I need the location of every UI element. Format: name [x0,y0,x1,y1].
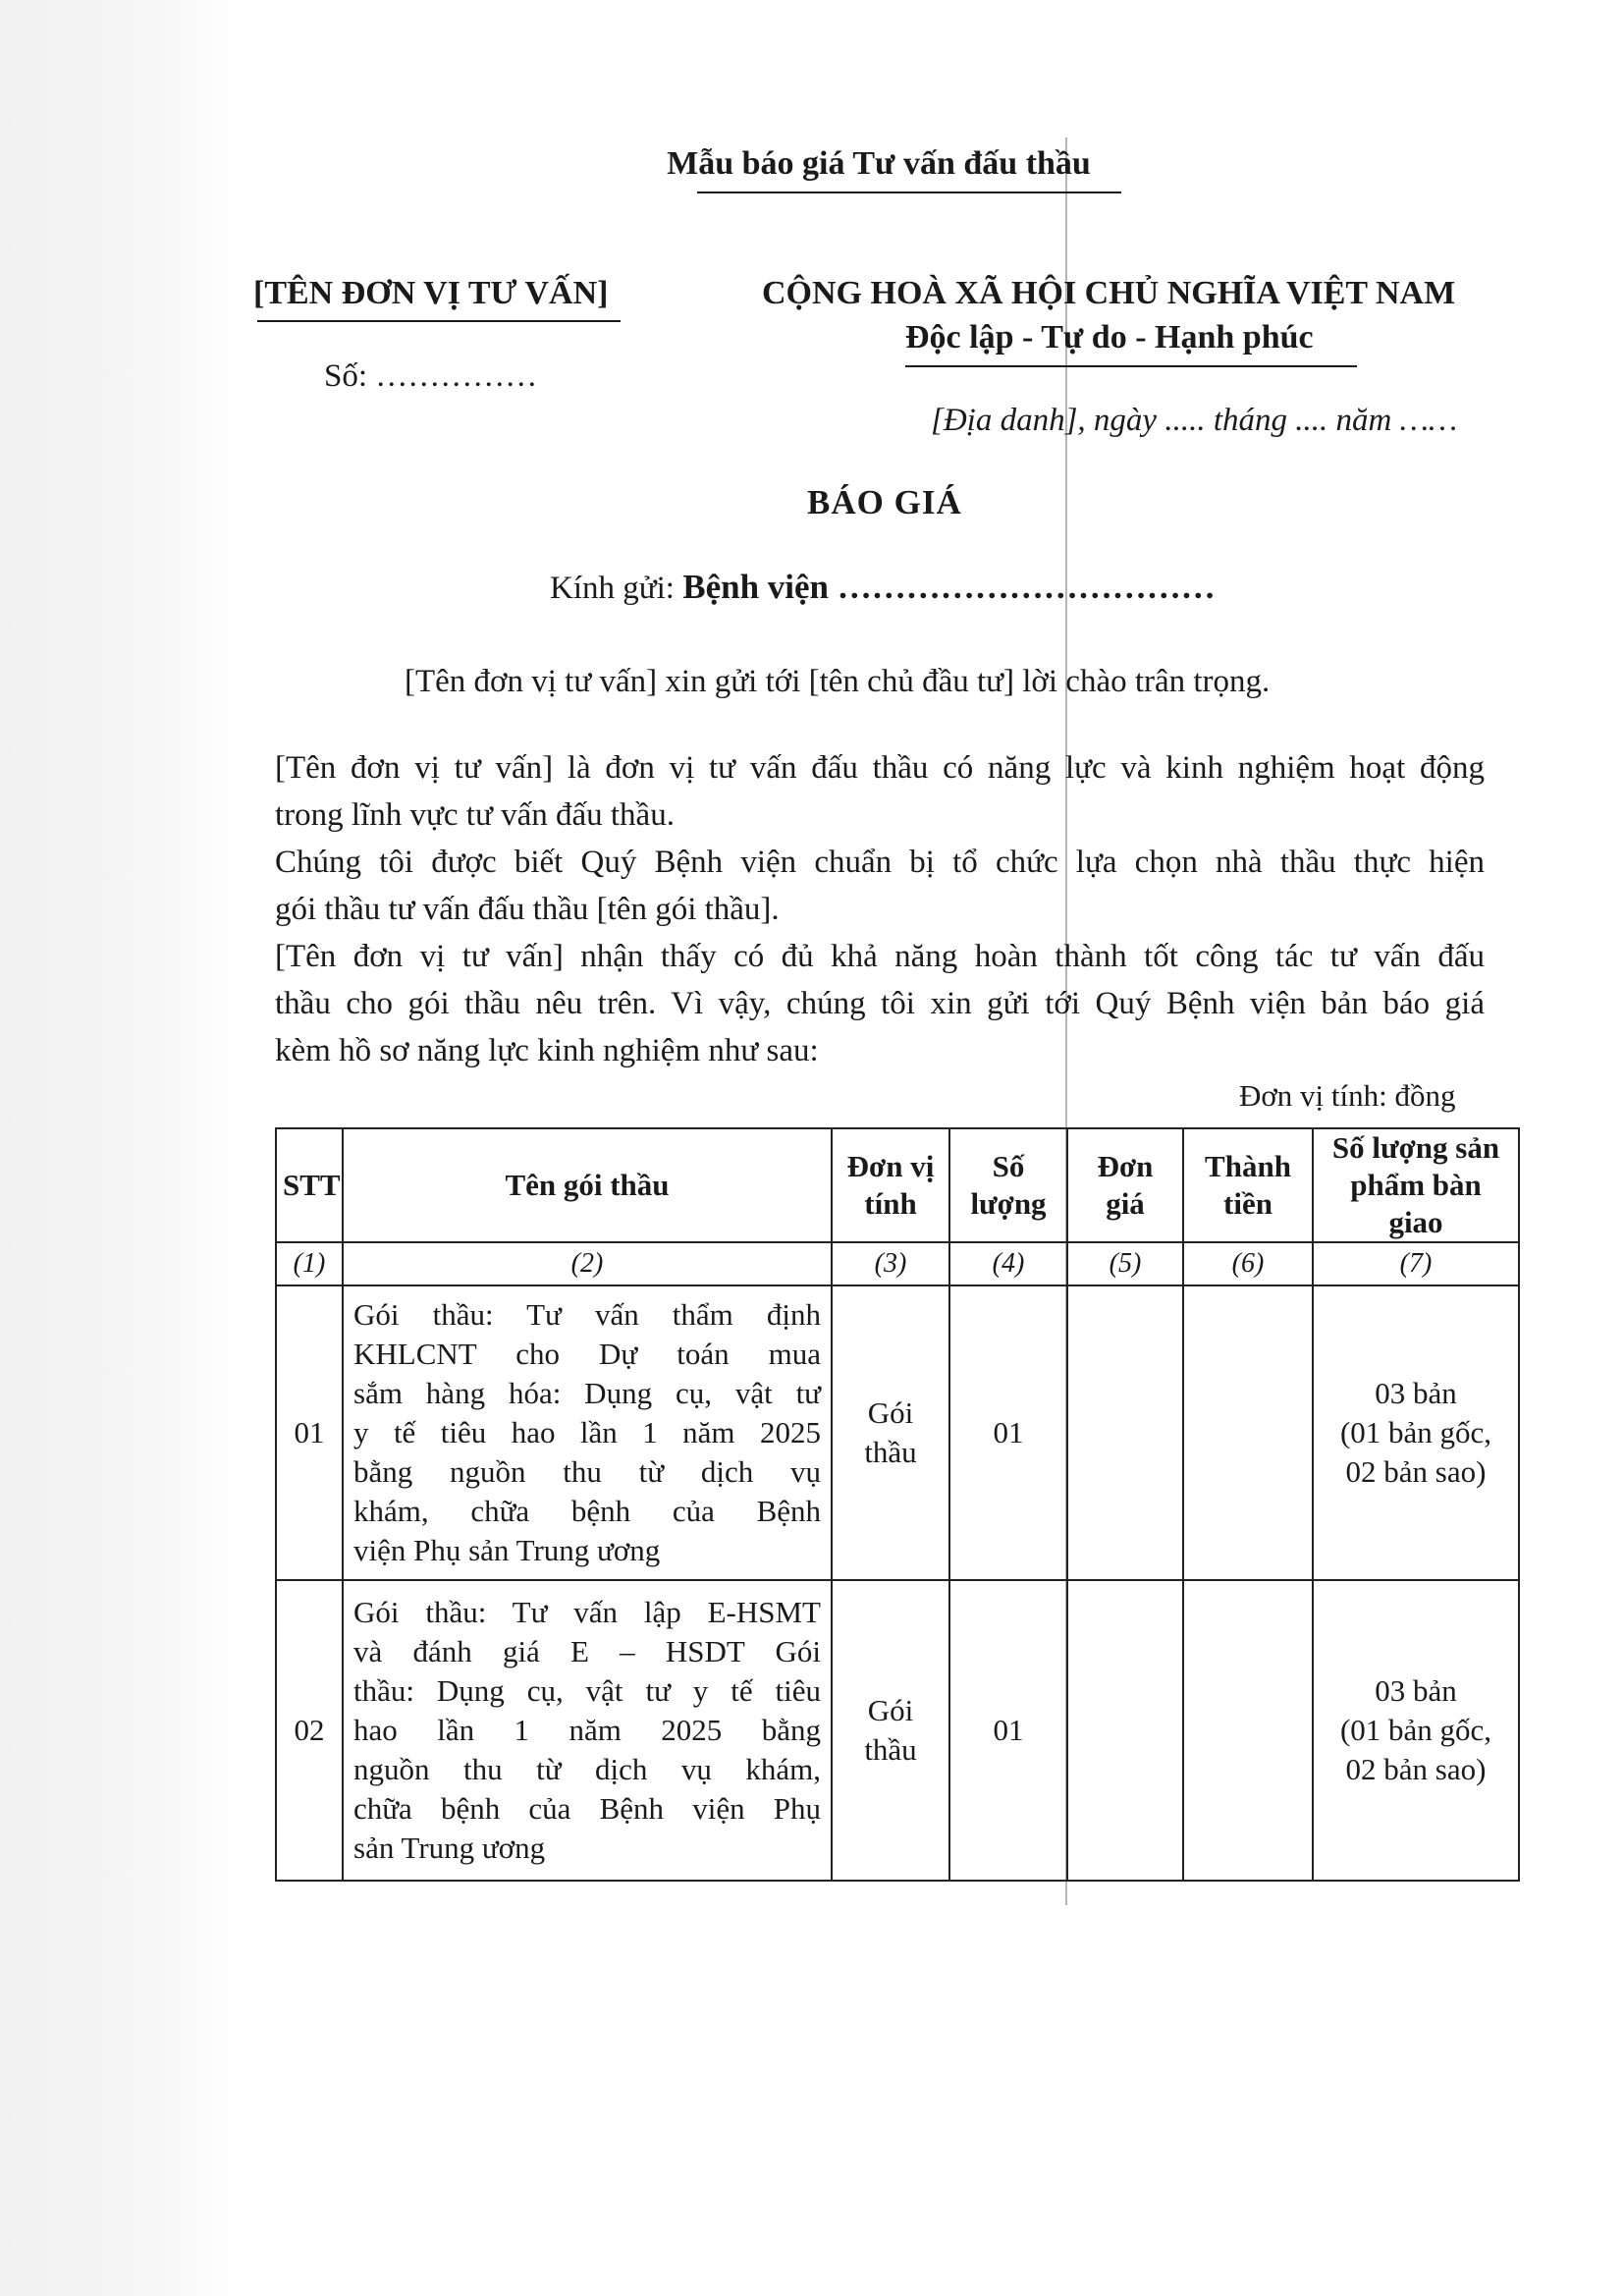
package-name-line: thầu: Dụng cụ, vật tư y tế tiêu [353,1673,821,1708]
column-number: (6) [1183,1242,1313,1285]
row-package-name [343,1580,832,1881]
paragraph-2 [275,839,1485,933]
package-name-line: y tế tiêu hao lần 1 năm 2025 [353,1415,821,1449]
currency-unit-note: Đơn vị tính: đồng [1239,1078,1456,1113]
header-unit: Đơn vị tính [832,1128,949,1242]
national-motto: Độc lập - Tự do - Hạnh phúc [905,319,1314,355]
paragraph-3 [275,933,1485,1074]
row-unit: Gói thầu [832,1580,949,1881]
deliverables-line: 03 bản [1375,1673,1457,1708]
header-quantity: Số lượng [949,1128,1067,1242]
quotation-heading: BÁO GIÁ [807,483,962,521]
column-number: (4) [949,1242,1067,1285]
header-stt: STT [276,1128,343,1242]
addressee-prefix: Kính gửi: [550,571,675,606]
document-title: Mẫu báo giá Tư vấn đấu thầu [667,145,1091,182]
deliverables-line: 03 bản [1375,1376,1457,1410]
row-quantity: 01 [949,1285,1067,1580]
row-unit: Gói thầu [832,1285,949,1580]
deliverables-line: 02 bản sao) [1345,1454,1487,1489]
column-number: (5) [1067,1242,1183,1285]
row-stt: 02 [276,1580,343,1881]
document-number: Số: …………… [324,358,538,394]
package-name-line: viện Phụ sản Trung ương [353,1533,661,1567]
paragraph-line: kèm hồ sơ năng lực kinh nghiệm như sau: [275,1033,819,1068]
package-name-line: bằng nguồn thu từ dịch vụ [353,1454,821,1489]
row-deliverables [1313,1285,1519,1580]
table-row [276,1285,1519,1580]
row-unit-price [1067,1580,1183,1881]
org-name-underline [257,320,621,322]
deliverables-line: (01 bản gốc, [1339,1713,1492,1747]
row-amount [1183,1285,1313,1580]
row-quantity: 01 [949,1580,1067,1881]
package-name-line: và đánh giá E – HSDT Gói [353,1634,821,1668]
package-name-line: nguồn thu từ dịch vụ khám, [353,1752,821,1786]
package-name-line: KHLCNT cho Dự toán mua [353,1337,821,1371]
paragraph-line: trong lĩnh vực tư vấn đấu thầu. [275,797,675,833]
title-underline [697,191,1121,193]
column-number: (2) [343,1242,832,1285]
paragraph-line: gói thầu tư vấn đấu thầu [tên gói thầu]. [275,892,780,927]
header-deliverables: Số lượng sản phẩm bàn giao [1313,1128,1519,1242]
paragraph-line: thầu cho gói thầu nêu trên. Vì vậy, chúng tôi xin gửi tới Quý Bệnh viện bản báo giá [275,986,1485,1021]
package-name-line: sắm hàng hóa: Dụng cụ, vật tư [353,1376,821,1410]
package-name-line: khám, chữa bệnh của Bệnh [353,1494,821,1528]
greeting-line: [Tên đơn vị tư vấn] xin gửi tới [tên chủ đầu tư] lời chào trân trọng. [405,664,1271,699]
row-stt: 01 [276,1285,343,1580]
column-number: (7) [1313,1242,1519,1285]
consultant-org-name: [TÊN ĐƠN VỊ TƯ VẤN] [253,275,609,311]
table-row [276,1580,1519,1881]
package-name-line: Gói thầu: Tư vấn lập E-HSMT [353,1595,821,1629]
scan-margin-shade [0,0,245,2296]
deliverables-line: (01 bản gốc, [1339,1415,1492,1449]
national-title: CỘNG HOÀ XÃ HỘI CHỦ NGHĨA VIỆT NAM [762,275,1456,311]
row-amount [1183,1580,1313,1881]
row-package-name [343,1285,832,1580]
header-unit-price: Đơn giá [1067,1128,1183,1242]
package-name-line: chữa bệnh của Bệnh viện Phụ [353,1791,821,1826]
column-number-row [276,1242,1519,1285]
addressee-name: Bệnh viện …………………………… [682,568,1216,606]
paragraph-1 [275,744,1485,839]
column-number: (1) [276,1242,343,1285]
motto-underline [905,365,1357,367]
quotation-table [275,1127,1520,1882]
header-package-name: Tên gói thầu [343,1128,832,1242]
row-deliverables [1313,1580,1519,1881]
package-name-line: Gói thầu: Tư vấn thẩm định [353,1297,821,1332]
place-date-line: [Địa danh], ngày ..... tháng .... năm …… [931,403,1458,438]
paragraph-line: Chúng tôi được biết Quý Bệnh viện chuẩn bị tổ chức lựa chọn nhà thầu thực hiện [275,845,1485,880]
column-number: (3) [832,1242,949,1285]
package-name-line: hao lần 1 năm 2025 bằng [353,1713,821,1747]
header-amount: Thành tiền [1183,1128,1313,1242]
row-unit-price [1067,1285,1183,1580]
addressee-line [550,568,1216,607]
package-name-line: sản Trung ương [353,1831,546,1865]
table-header-row [276,1128,1519,1242]
deliverables-line: 02 bản sao) [1345,1752,1487,1786]
paragraph-line: [Tên đơn vị tư vấn] là đơn vị tư vấn đấu thầu có năng lực và kinh nghiệm hoạt động [275,750,1485,786]
paragraph-line: [Tên đơn vị tư vấn] nhận thấy có đủ khả năng hoàn thành tốt công tác tư vấn đấu [275,939,1485,974]
